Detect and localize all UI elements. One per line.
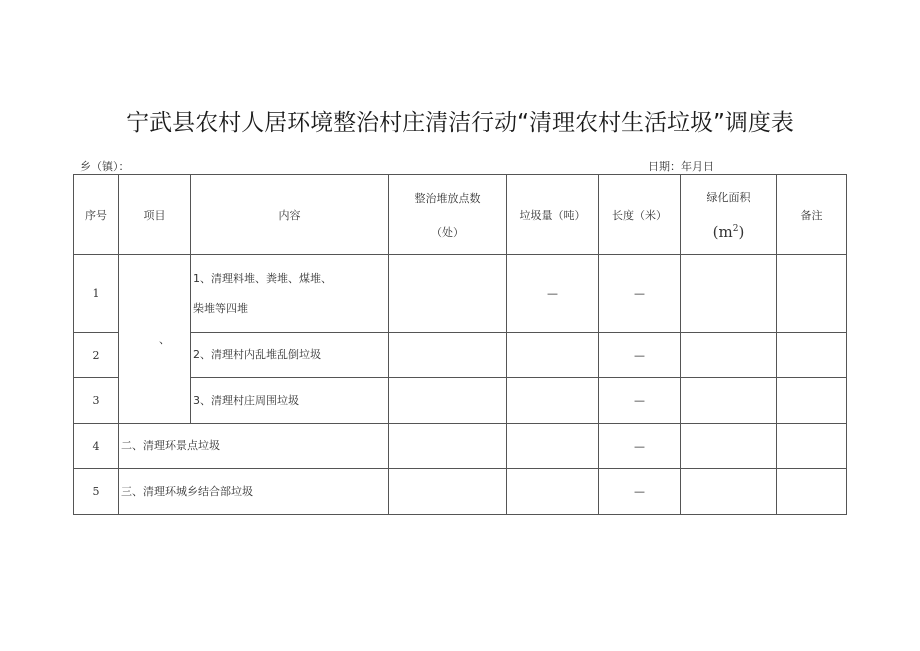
- item-group-mark: 、: [159, 333, 170, 346]
- header-green-line1: 绿化面积: [706, 190, 751, 204]
- row-sites-cell[interactable]: [389, 378, 507, 424]
- row-seq: 5: [74, 469, 119, 515]
- row-notes-cell[interactable]: [777, 333, 847, 378]
- row-green-cell[interactable]: [681, 424, 777, 469]
- header-sites-line2: （处）: [431, 225, 464, 239]
- row-seq: 3: [74, 378, 119, 424]
- row-seq: 2: [74, 333, 119, 378]
- row-garbage: —: [507, 255, 599, 333]
- row-length: —: [599, 424, 681, 469]
- row-sites-cell[interactable]: [389, 333, 507, 378]
- row-notes-cell[interactable]: [777, 424, 847, 469]
- header-garbage: 垃圾量（吨）: [507, 175, 599, 255]
- header-sites: [389, 175, 507, 255]
- row-green-cell[interactable]: [681, 378, 777, 424]
- row-sites-cell[interactable]: [389, 255, 507, 333]
- header-sites-line1: 整治堆放点数: [414, 191, 481, 205]
- row-content: 3、清理村庄周围垃圾: [191, 378, 389, 424]
- row-green-cell[interactable]: [681, 333, 777, 378]
- header-seq: 序号: [74, 175, 119, 255]
- dispatch-table: [73, 174, 847, 515]
- row-length: —: [599, 469, 681, 515]
- row-content-line1: 1、清理料堆、粪堆、煤堆、: [193, 271, 332, 285]
- header-content: 内容: [191, 175, 389, 255]
- row-seq: 1: [74, 255, 119, 333]
- item-group-cell: [119, 255, 191, 424]
- row-notes-cell[interactable]: [777, 378, 847, 424]
- row-length: —: [599, 333, 681, 378]
- township-label: 乡（镇）：: [80, 160, 130, 173]
- header-notes: 备注: [777, 175, 847, 255]
- row-notes-cell[interactable]: [777, 469, 847, 515]
- table-header-row: [74, 175, 847, 255]
- row-item-content: 三、清理环城乡结合部垃圾: [119, 469, 389, 515]
- table-row: [74, 255, 847, 333]
- date-label: 日期：年月日: [648, 160, 714, 173]
- row-green-cell[interactable]: [681, 255, 777, 333]
- row-content-line2: 柴堆等四堆: [193, 301, 248, 315]
- row-item-content: 二、清理环景点垃圾: [119, 424, 389, 469]
- header-green-unit: $(m^2)$: [712, 222, 745, 241]
- row-garbage-cell[interactable]: [507, 469, 599, 515]
- row-garbage-cell[interactable]: [507, 333, 599, 378]
- table-row: [74, 424, 847, 469]
- page-title: 宁武县农村人居环境整治村庄清洁行动“清理农村生活垃圾”调度表: [126, 110, 794, 136]
- row-notes-cell[interactable]: [777, 255, 847, 333]
- header-item: 项目: [119, 175, 191, 255]
- row-seq: 4: [74, 424, 119, 469]
- row-content: [191, 255, 389, 333]
- header-length: 长度（米）: [599, 175, 681, 255]
- header-green-area: [681, 175, 777, 255]
- row-sites-cell[interactable]: [389, 424, 507, 469]
- row-garbage-cell[interactable]: [507, 378, 599, 424]
- row-length: —: [599, 378, 681, 424]
- row-length: —: [599, 255, 681, 333]
- table-row: [74, 469, 847, 515]
- row-sites-cell[interactable]: [389, 469, 507, 515]
- row-garbage-cell[interactable]: [507, 424, 599, 469]
- row-green-cell[interactable]: [681, 469, 777, 515]
- row-content: 2、清理村内乱堆乱倒垃圾: [191, 333, 389, 378]
